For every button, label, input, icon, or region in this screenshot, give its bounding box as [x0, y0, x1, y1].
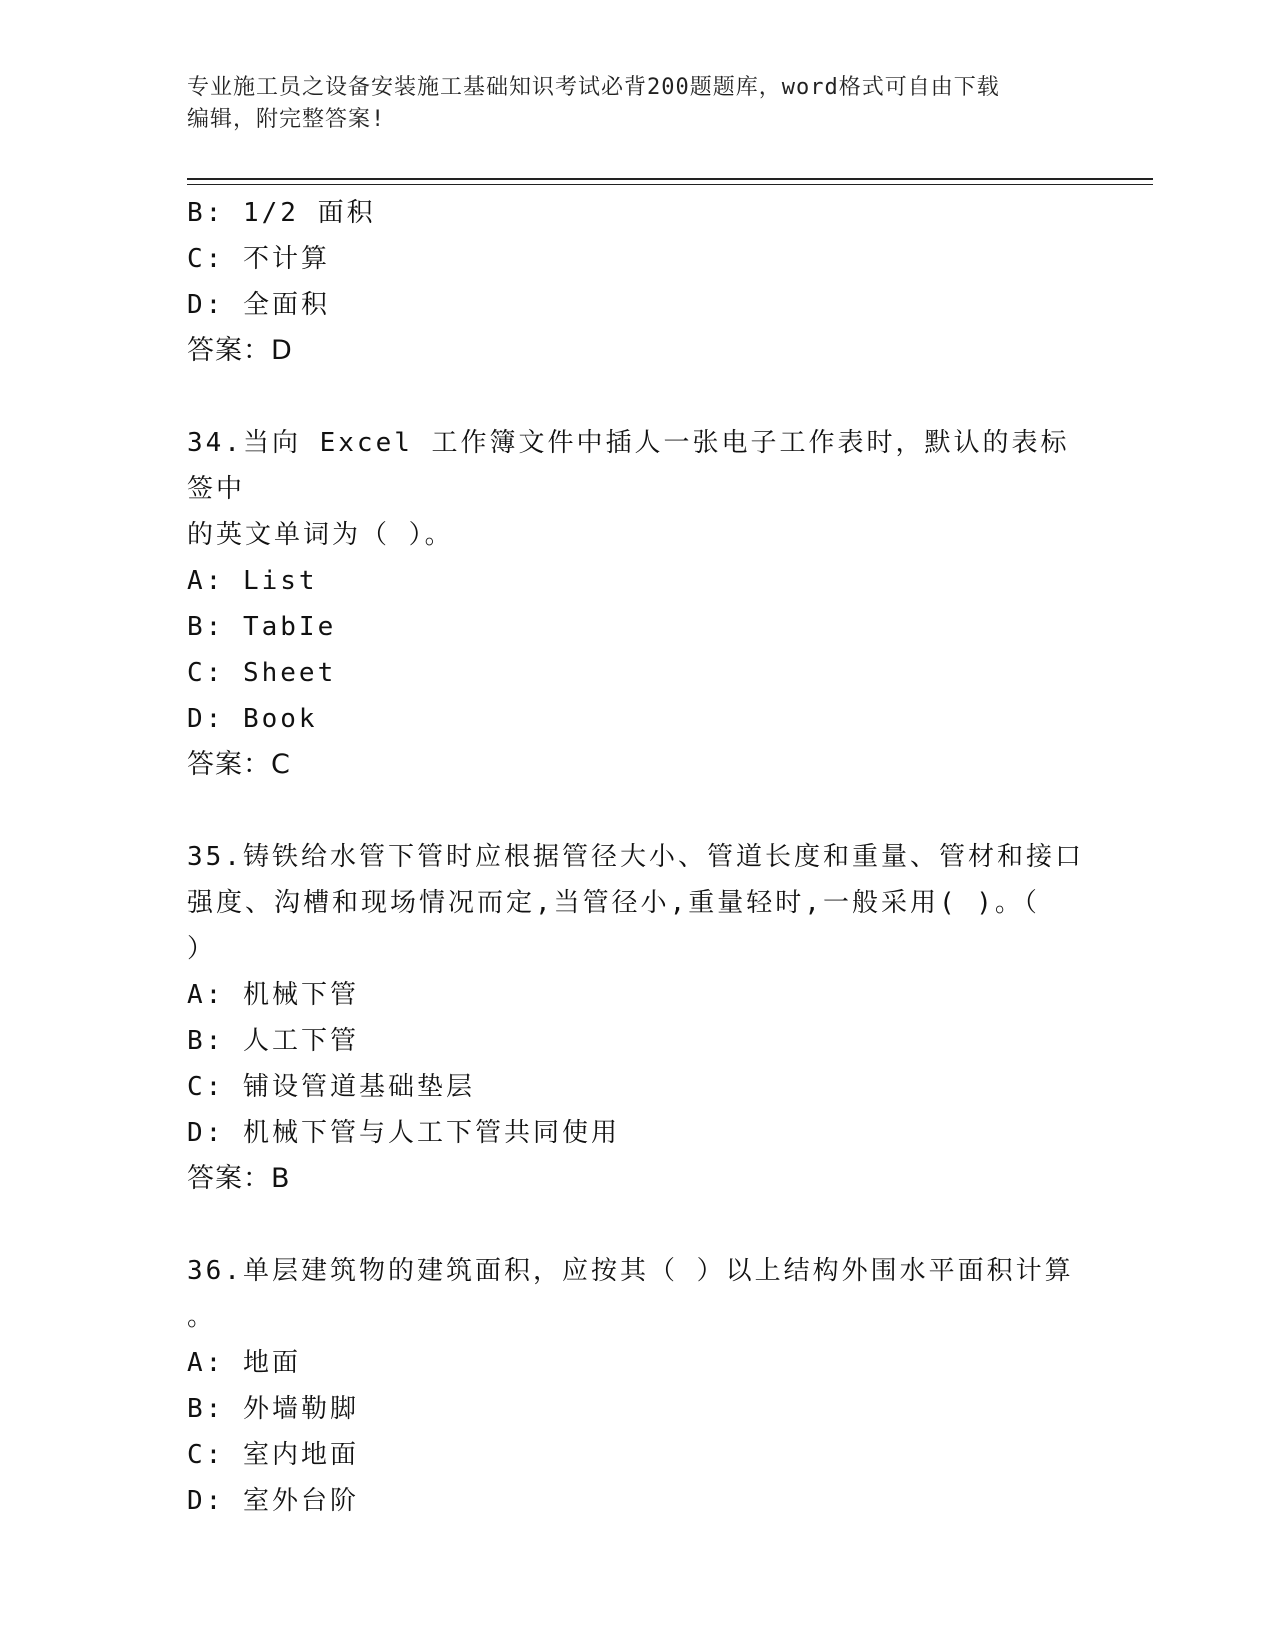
document-header	[187, 72, 1077, 136]
option-b: B: 1/2 面积	[187, 198, 376, 228]
header-divider-thick	[187, 178, 1153, 180]
option-b: B: 人工下管	[187, 1026, 359, 1056]
question-36	[187, 1248, 1087, 1524]
option-b: B: 外墙勒脚	[187, 1394, 359, 1424]
spacer	[187, 374, 1087, 420]
option-c: C: 室内地面	[187, 1440, 359, 1470]
option-a: A: 地面	[187, 1348, 301, 1378]
question-stem-line: 35.铸铁给水管下管时应根据管径大小、管道长度和重量、管材和接口	[187, 842, 1084, 872]
option-a: A: List	[187, 566, 318, 596]
question-34	[187, 420, 1087, 788]
header-line-1: 专业施工员之设备安装施工基础知识考试必背200题题库，word格式可自由下载	[187, 75, 1000, 100]
question-stem-line: 。	[187, 1302, 217, 1332]
option-d: D: 全面积	[187, 290, 330, 320]
question-list	[187, 190, 1087, 1524]
option-a: A: 机械下管	[187, 980, 359, 1010]
question-35	[187, 834, 1087, 1202]
option-c: C: 铺设管道基础垫层	[187, 1072, 475, 1102]
option-c: C: Sheet	[187, 658, 337, 688]
question-stem-line: 的英文单词为（ ）。	[187, 520, 454, 550]
header-line-2: 编辑，附完整答案!	[187, 107, 386, 132]
question-stem-line: 强度、沟槽和现场情况而定,当管径小,重量轻时,一般采用( )。（	[187, 888, 1040, 918]
answer-line: 答案：C	[187, 749, 291, 780]
spacer	[187, 788, 1087, 834]
question-stem-line: 36.单层建筑物的建筑面积，应按其（ ）以上结构外围水平面积计算	[187, 1256, 1074, 1286]
option-d: D: 室外台阶	[187, 1486, 359, 1516]
option-d: D: 机械下管与人工下管共同使用	[187, 1118, 620, 1148]
spacer	[187, 1202, 1087, 1248]
option-c: C: 不计算	[187, 244, 330, 274]
question-stem-line: ）	[187, 934, 217, 964]
option-d: D: Book	[187, 704, 318, 734]
question-stem-line: 34.当向 Excel 工作簿文件中插人一张电子工作表时，默认的表标签中	[187, 428, 1070, 504]
answer-line: 答案：B	[187, 1163, 291, 1194]
header-divider-thin	[187, 184, 1153, 185]
option-b: B: TabIe	[187, 612, 337, 642]
answer-line: 答案：D	[187, 335, 293, 366]
question-33-fragment	[187, 190, 1087, 374]
